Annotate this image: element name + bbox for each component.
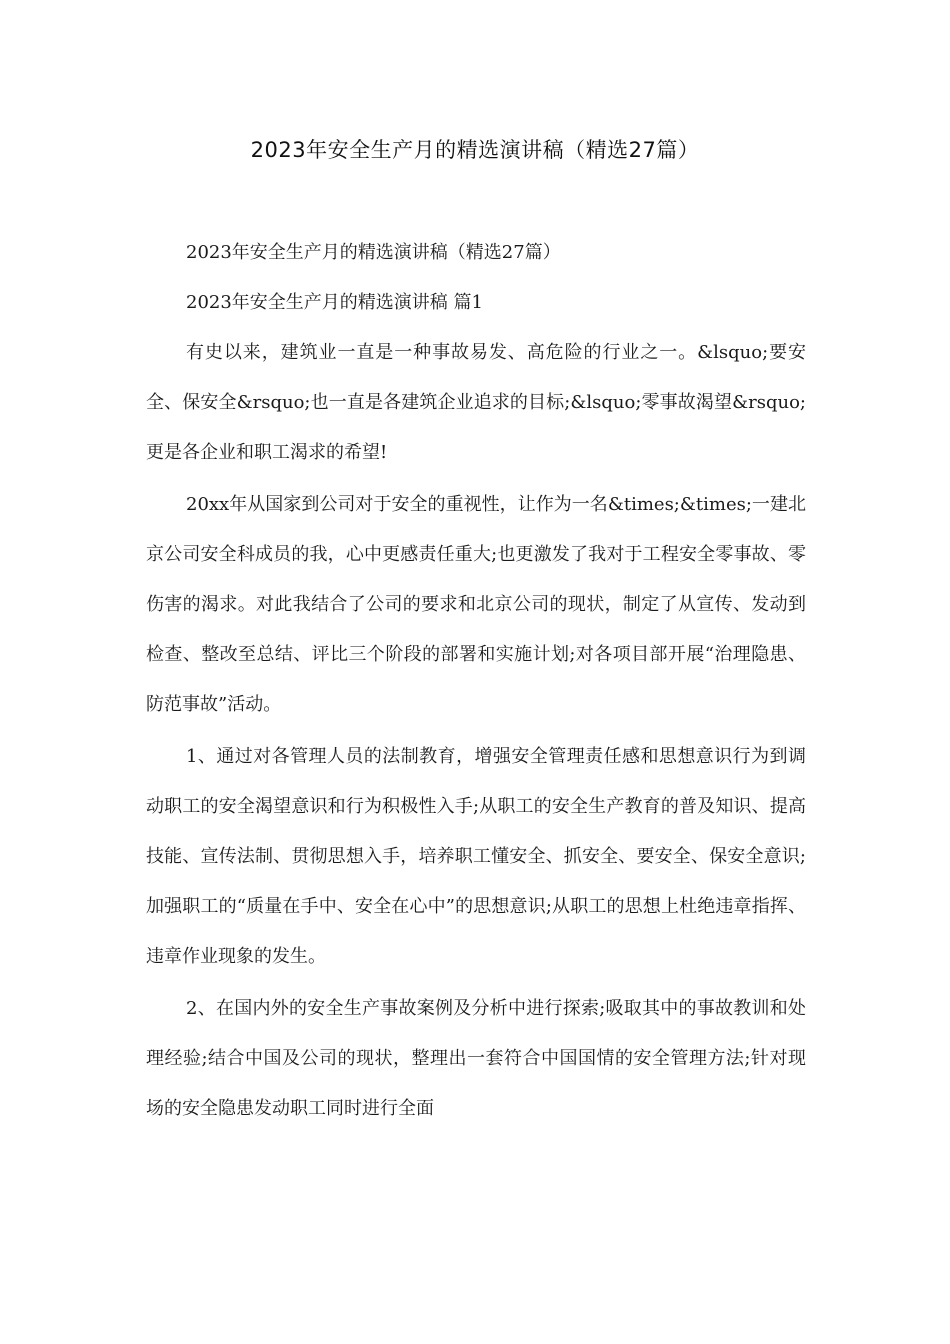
paragraph-intro: 有史以来，建筑业一直是一种事故易发、高危险的行业之一。&lsquo;要安全、保安全&rsquo;也一直是各建筑企业追求的目标;&lsquo;零事故渴望&rsquo;更是各企业和职工渴求的希望!	[146, 342, 806, 463]
paragraph-point-1: 1、通过对各管理人员的法制教育，增强安全管理责任感和思想意识行为到调动职工的安全渴望意识和行为积极性入手;从职工的安全生产教育的普及知识、提高技能、宣传法制、贯彻思想入手，培养职工懂安全、抓安全、要安全、保安全意识;加强职工的“质量在手中、安全在心中”的思想意识;从职工的思想上杜绝违章指挥、违章作业现象的发生。	[146, 746, 806, 967]
paragraph-section-heading: 2023年安全生产月的精选演讲稿 篇1	[186, 292, 483, 313]
paragraph-plan: 20xx年从国家到公司对于安全的重视性，让作为一名&times;&times;一建北京公司安全科成员的我，心中更感责任重大;也更激发了我对于工程安全零事故、零伤害的渴求。对此我结合了公司的要求和北京公司的现状，制定了从宣传、发动到检查、整改至总结、评比三个阶段的部署和实施计划;对各项目部开展“治理隐患、防范事故”活动。	[146, 494, 806, 715]
document-body	[146, 228, 806, 1134]
paragraph-subtitle: 2023年安全生产月的精选演讲稿（精选27篇）	[186, 242, 561, 263]
paragraph-point-2: 2、在国内外的安全生产事故案例及分析中进行探索;吸取其中的事故教训和处理经验;结合中国及公司的现状，整理出一套符合中国国情的安全管理方法;针对现场的安全隐患发动职工同时进行全面	[146, 998, 806, 1119]
document-title: 2023年安全生产月的精选演讲稿（精选27篇）	[250, 138, 700, 162]
